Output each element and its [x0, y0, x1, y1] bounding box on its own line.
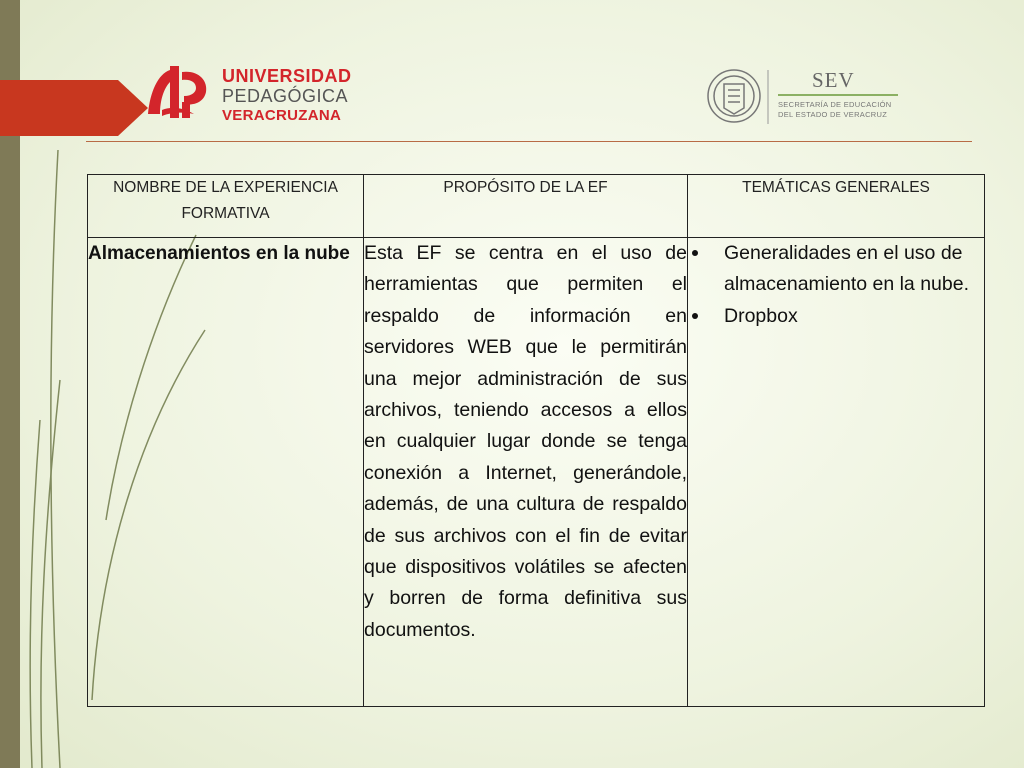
topic-text: Generalidades en el uso de almacenamiento en la nube.	[724, 242, 969, 296]
upv-logo-line3: VERACRUZANA	[222, 107, 342, 124]
list-item	[688, 238, 984, 301]
experiencia-formativa-table	[87, 174, 985, 707]
topics-list	[688, 238, 984, 332]
list-item	[688, 301, 984, 332]
cell-nombre: Almacenamientos en la nube	[88, 238, 364, 707]
bullet-icon	[692, 250, 698, 256]
sev-logo	[702, 62, 902, 132]
sev-logo-title: SEV	[812, 68, 855, 92]
cell-proposito: Esta EF se centra en el uso de herramientas que permiten el respaldo de información en servidores WEB que le permitirán una mejor administración de sus archivos, teniendo accesos a ellos en cualquier lugar donde se tenga conexión a Internet, generándole, además, de una cultura de respaldo de sus archivos con el fin de evitar que dispositivos volátiles se afecten y borren de forma definitiva sus documentos.	[364, 238, 688, 707]
sev-logo-subtitle-2: DEL ESTADO DE VERACRUZ	[778, 110, 888, 119]
upv-logo-line1: UNIVERSIDAD	[222, 66, 352, 86]
header-proposito: PROPÓSITO DE LA EF	[364, 175, 688, 238]
cell-tematicas	[688, 238, 985, 707]
header-tematicas: TEMÁTICAS GENERALES	[688, 175, 985, 238]
bullet-icon	[692, 313, 698, 319]
topic-text: Dropbox	[724, 304, 798, 327]
table-row	[88, 238, 985, 707]
veracruz-seal-icon	[702, 62, 902, 132]
header-divider	[86, 141, 972, 142]
sev-logo-subtitle-1: SECRETARÍA DE EDUCACIÓN	[778, 100, 892, 109]
red-arrow-banner	[0, 80, 148, 136]
upv-logo-line2: PEDAGÓGICA	[222, 86, 349, 106]
table-header-row	[88, 175, 985, 238]
header-nombre: NOMBRE DE LA EXPERIENCIA FORMATIVA	[88, 175, 364, 238]
